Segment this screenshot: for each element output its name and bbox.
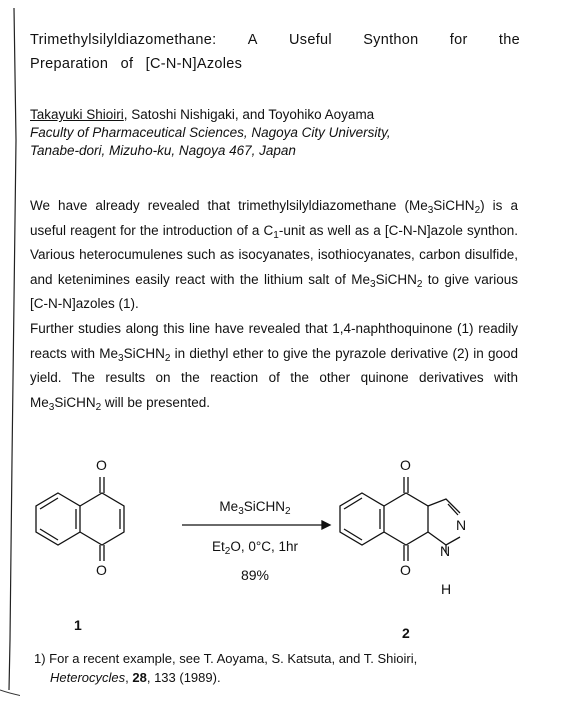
subscript: 2 bbox=[224, 546, 231, 557]
subscript: 2 bbox=[95, 401, 102, 413]
paragraph-2 bbox=[30, 317, 518, 415]
paper-title bbox=[30, 28, 520, 76]
yield-label: 89% bbox=[240, 567, 270, 583]
text-run: in diethyl ether to give the pyrazole derivative (2) in good yield. The results on the reaction of the other quinone derivatives with Me bbox=[30, 345, 518, 410]
subscript: 3 bbox=[427, 205, 434, 216]
text-run: , bbox=[125, 670, 133, 685]
text-run: to give various [C-N-N]azoles (1). bbox=[30, 271, 518, 312]
text-run: O, 0°C, 1hr bbox=[230, 539, 298, 554]
compound-2-aromatic-bond bbox=[344, 529, 362, 540]
atom-label-nitrogen: N bbox=[456, 517, 467, 533]
conditions-label bbox=[180, 539, 330, 557]
reagent-label bbox=[180, 499, 330, 517]
reaction-scheme bbox=[0, 455, 575, 655]
text-run: SiCHN bbox=[243, 499, 286, 514]
subscript: 3 bbox=[48, 401, 55, 413]
subscript: 2 bbox=[474, 205, 481, 216]
text-run: We have already revealed that trimethylsilyldiazomethane (Me bbox=[30, 198, 428, 213]
text-run: ) is a useful reagent for the introduction of a C bbox=[30, 198, 518, 238]
text-run: will be presented. bbox=[101, 394, 210, 410]
compound-2-pyrazole-ring bbox=[428, 499, 460, 513]
compound-2-benzene-ring bbox=[340, 493, 384, 545]
subscript: 3 bbox=[118, 352, 124, 364]
compound-2-aromatic-bond bbox=[344, 498, 362, 509]
footnote-line-1: 1) For a recent example, see T. Aoyama, S. Katsuta, and T. Shioiri, bbox=[34, 651, 418, 666]
atom-label-oxygen: O bbox=[96, 562, 107, 578]
subscript: 2 bbox=[285, 506, 291, 517]
title-word: Useful bbox=[289, 32, 332, 48]
reference-footnote bbox=[34, 649, 524, 687]
atom-label-oxygen: O bbox=[400, 457, 411, 473]
subscript: 1 bbox=[273, 229, 279, 241]
presenting-author: Takayuki Shioiri bbox=[30, 107, 124, 122]
text-run: SiCHN bbox=[54, 394, 96, 410]
title-word: Synthon bbox=[363, 32, 419, 48]
author-block bbox=[30, 106, 530, 160]
title-line-1 bbox=[30, 28, 520, 52]
compound-1-aromatic-bond bbox=[40, 498, 58, 509]
atom-label-nitrogen: N bbox=[440, 543, 451, 559]
subscript: 3 bbox=[370, 278, 376, 290]
compound-1-aromatic-bond bbox=[40, 529, 58, 540]
atom-label-oxygen: O bbox=[400, 562, 411, 578]
journal-name: Heterocycles bbox=[50, 670, 126, 685]
text-run: Me bbox=[219, 499, 239, 514]
affiliation-line-1: Faculty of Pharmaceutical Sciences, Nagoya City University, bbox=[30, 125, 391, 140]
atom-label-hydrogen: H bbox=[441, 581, 452, 597]
subscript: 3 bbox=[238, 506, 244, 517]
text-run: SiCHN bbox=[433, 198, 475, 213]
title-word: A bbox=[247, 32, 258, 48]
title-line-2: Preparation of [C-N-N]Azoles bbox=[30, 56, 243, 72]
structure-drawing bbox=[0, 455, 575, 655]
text-run: -unit as well as a [C-N-N]azole synthon. Various heterocumulenes such as isocyanates, isothiocyanates, carbon disulfide, and ketenimines easily react with the lithium salt of Me bbox=[30, 222, 519, 287]
compound-1-label: 1 bbox=[74, 617, 82, 633]
subscript: 2 bbox=[416, 278, 423, 290]
affiliation-line-2: Tanabe-dori, Mizuho-ku, Nagoya 467, Japan bbox=[30, 143, 296, 158]
text-run: Et bbox=[212, 539, 225, 554]
author-list bbox=[30, 106, 530, 124]
compound-2-quinone-ring bbox=[384, 493, 428, 545]
paragraph-1 bbox=[30, 194, 518, 317]
subscript: 2 bbox=[164, 352, 171, 364]
title-word: Trimethylsilyldiazomethane: bbox=[30, 32, 217, 48]
atom-label-oxygen: O bbox=[96, 457, 107, 473]
text-run: SiCHN bbox=[123, 345, 165, 361]
journal-volume: 28 bbox=[132, 670, 147, 685]
title-word: the bbox=[498, 32, 520, 48]
abstract-body bbox=[30, 194, 518, 415]
text-run: SiCHN bbox=[375, 271, 417, 287]
compound-1-benzene-ring bbox=[36, 493, 80, 545]
footnote-line-2 bbox=[34, 668, 524, 687]
reaction-arrowhead bbox=[322, 521, 330, 529]
title-word: for bbox=[449, 32, 468, 48]
compound-2-label: 2 bbox=[402, 625, 410, 641]
text-run: Further studies along this line have revealed that 1,4-naphthoquinone (1) readily reacts with Me bbox=[30, 320, 518, 361]
co-authors: , Satoshi Nishigaki, and Toyohiko Aoyama bbox=[123, 107, 375, 122]
compound-1-quinone-ring bbox=[80, 493, 124, 545]
text-run: , 133 (1989). bbox=[146, 670, 221, 685]
